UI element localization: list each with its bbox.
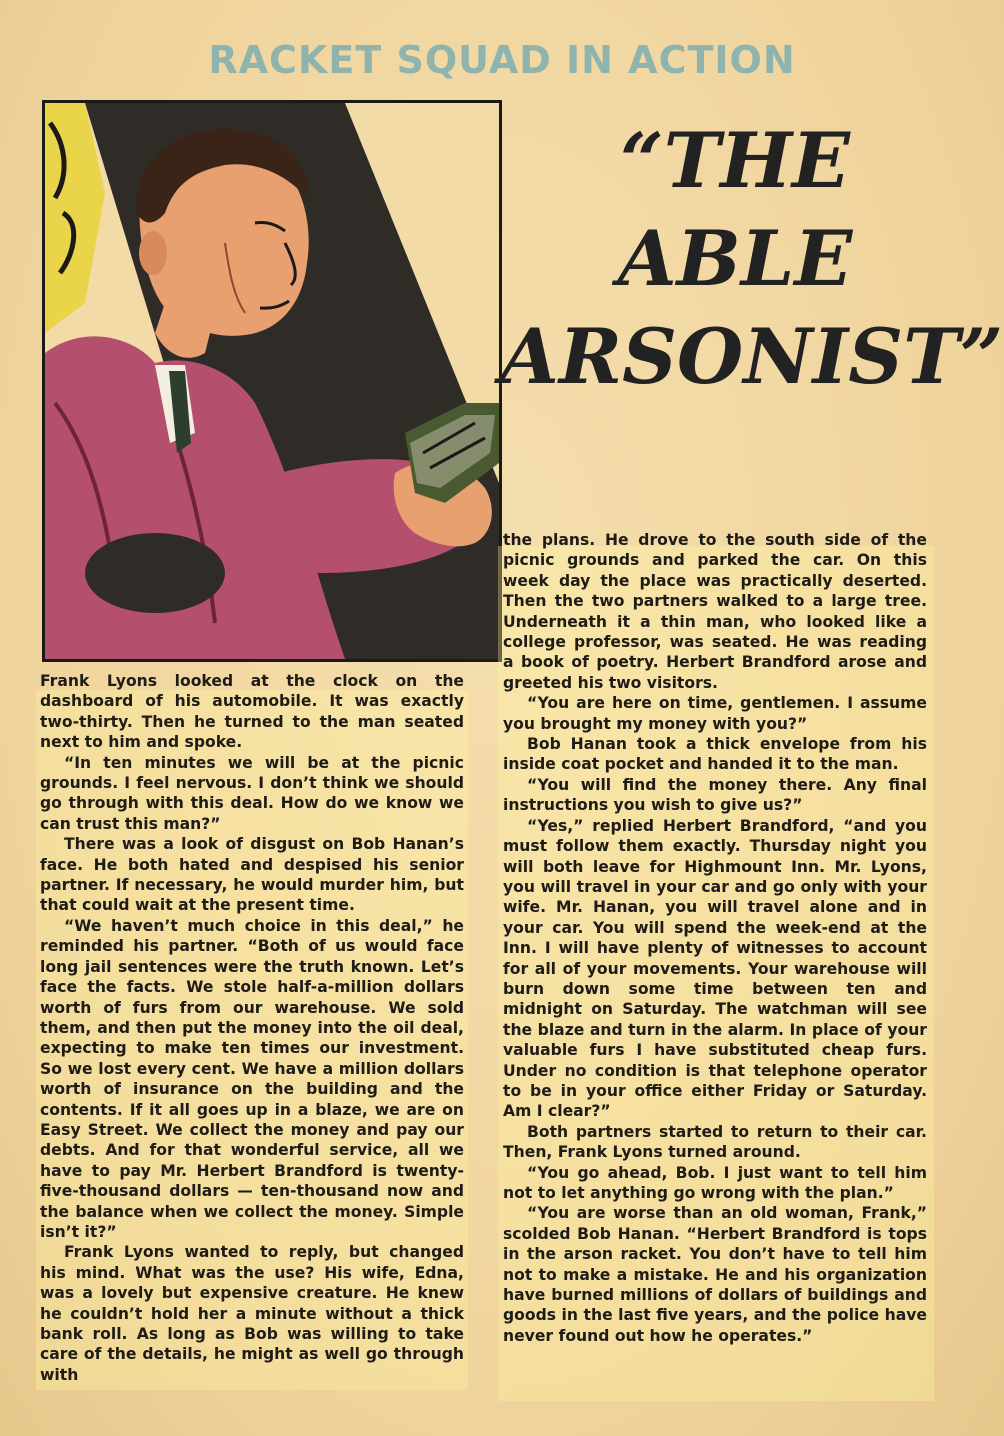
paragraph: Both partners started to return to their car. Then, Frank Lyons turned around. — [503, 1122, 927, 1162]
paragraph: Bob Hanan took a thick envelope from his inside coat pocket and handed it to the man. — [503, 735, 927, 774]
story-title-line: ARSONIST” — [500, 312, 1004, 401]
paragraph: Frank Lyons looked at the clock on the dashboard of his automobile. It was exactly two-thirty. Then he turned to the man seated next to him and spoke. — [40, 672, 464, 752]
series-title: RACKET SQUAD IN ACTION — [208, 38, 796, 82]
story-title-line: ABLE — [617, 214, 853, 303]
paragraph: There was a look of disgust on Bob Hanan’s face. He both hated and despised his senior partner. If necessary, he would murder him, but that could wait at the present time. — [40, 835, 464, 915]
story-column-right — [503, 530, 927, 1346]
story-title-line: “THE — [619, 116, 850, 205]
paragraph: “We haven’t much choice in this deal,” he reminded his partner. “Both of us would face long jail sentences were the truth known. Let’s face the facts. We stole half-a-million dollars worth of furs from our warehouse. We sold them, and then put the money into the oil deal, expecting to make ten times our investment. So we lost every cent. We have a million dollars worth of insurance on the building and the contents. If it all goes up in a blaze, we are on Easy Street. We collect the money and pay our debts. And for that wonderful service, all we have to pay Mr. Herbert Brandford is twenty-five-thousand dollars — ten-thousand now and the balance when we collect the money. Simple isn’t it?” — [40, 916, 464, 1241]
paragraph: “In ten minutes we will be at the picnic grounds. I feel nervous. I don’t think we should go through with this deal. How do we know we can trust this man?” — [40, 753, 464, 833]
paragraph: Frank Lyons wanted to reply, but changed his mind. What was the use? His wife, Edna, was a lovely but expensive creature. He knew he couldn’t hold her a minute without a thick bank roll. As long as Bob was willing to take care of the details, he might as well go through with — [40, 1243, 464, 1384]
paragraph: “Yes,” replied Herbert Brandford, “and you must follow them exactly. Thursday night you will both leave for Highmount Inn. Mr. Lyons, you will travel in your car and go only with your wife. Mr. Hanan, you will travel alone and in your car. You will spend the week-end at the Inn. I will have plenty of witnesses to account for all of your movements. Your warehouse will burn down some time between ten and midnight on Saturday. The watchman will see the blaze and turn in the alarm. In place of your valuable furs I have substituted cheap furs. Under no condition is that telephone operator to be in your office either Friday or Saturday. Am I clear?” — [503, 816, 927, 1121]
paragraph: the plans. He drove to the south side of the picnic grounds and parked the car. On this week day the place was practically deserted. Then the two partners walked to a large tree. Underneath it a thin man, who looked like a college professor, was seated. He was reading a book of poetry. Herbert Brandford arose and greeted his two visitors. — [503, 531, 927, 692]
man-holding-money-icon — [45, 103, 499, 659]
paragraph: “You will find the money there. Any final instructions you wish to give us?” — [503, 775, 927, 815]
story-column-left — [40, 671, 464, 1385]
paragraph: “You go ahead, Bob. I just want to tell him not to let anything go wrong with the plan.” — [503, 1163, 927, 1202]
illustration-panel — [42, 100, 502, 662]
paragraph: “You are worse than an old woman, Frank,” scolded Bob Hanan. “Herbert Brandford is tops in the arson racket. You don’t have to tell him not to make a mistake. He and his organization have burned millions of dollars of buildings and goods in the last five years, and the police have never found out how he operates.” — [503, 1204, 927, 1345]
paragraph: “You are here on time, gentlemen. I assume you brought my money with you?” — [503, 694, 927, 733]
story-title — [500, 112, 1004, 406]
